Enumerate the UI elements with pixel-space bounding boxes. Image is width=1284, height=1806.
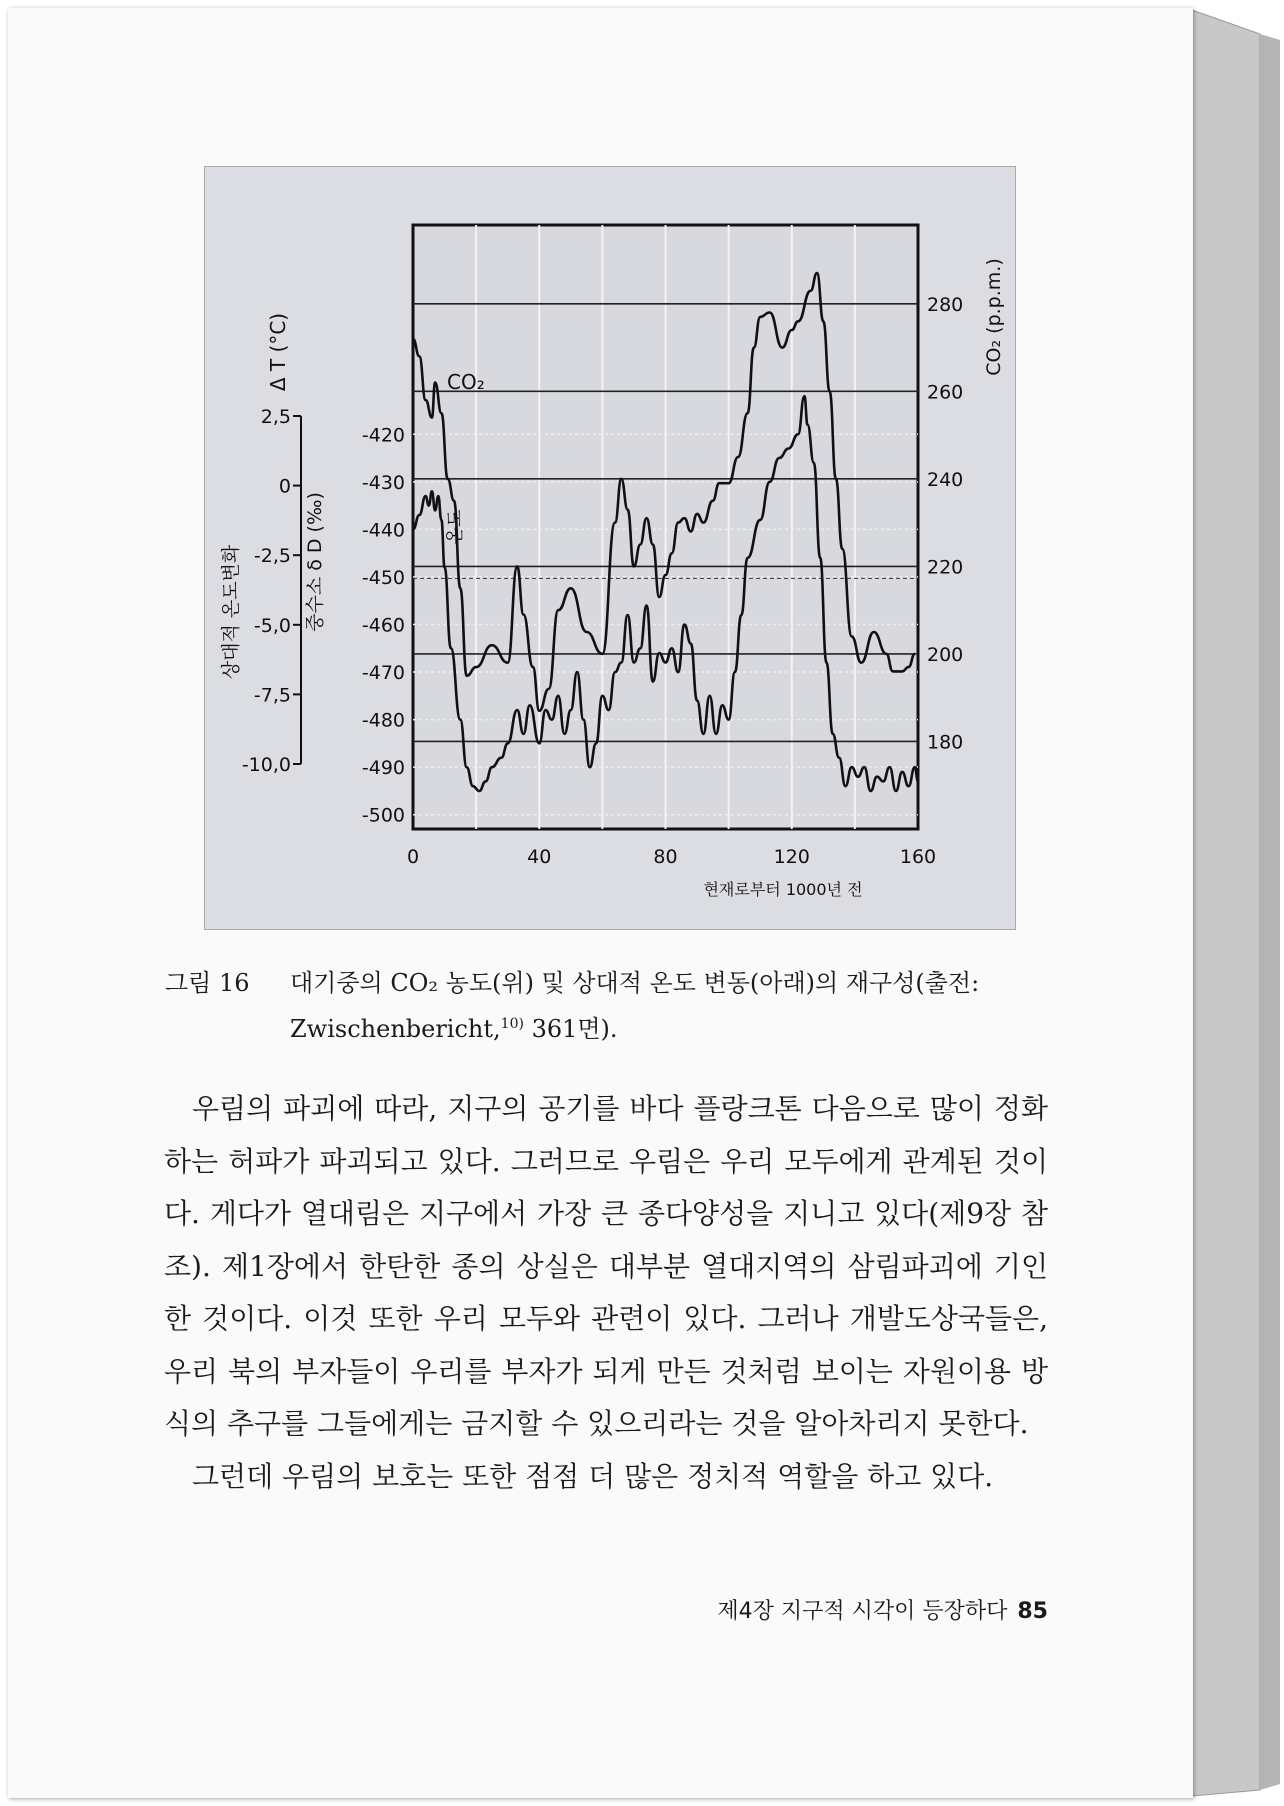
co2-series-annotation: CO₂ — [447, 370, 485, 394]
deuterium-tick-label: -460 — [361, 614, 405, 637]
deuterium-tick-label: -440 — [361, 519, 405, 542]
caption-source-title: Zwischenbericht, — [290, 1015, 501, 1043]
deuterium-tick-label: -490 — [361, 757, 405, 780]
body-text — [164, 1083, 1048, 1503]
deuterium-tick-label: -500 — [361, 804, 405, 827]
deuterium-axis-label: 중수소 δ D (‰) — [304, 492, 326, 632]
x-tick-label: 120 — [773, 846, 810, 868]
page-number: 85 — [1017, 1599, 1048, 1624]
x-tick-label: 80 — [653, 846, 678, 868]
co2-axis-label: CO₂ (p.p.m.) — [983, 258, 1005, 376]
co2-tick-label: 180 — [927, 731, 964, 754]
x-tick-label: 160 — [899, 846, 937, 868]
temperature-series-annotation: 온도 — [445, 509, 466, 545]
deuterium-tick-label: -450 — [361, 566, 405, 589]
running-title: 제4장 지구적 시각이 등장하다 — [717, 1599, 1008, 1624]
temperature-tick-label: -7,5 — [253, 684, 291, 707]
temperature-axis-label: 상대적 온도변화 — [220, 544, 242, 680]
temperature-unit-label: Δ T (°C) — [266, 312, 290, 392]
caption-source-page: 361면). — [523, 1015, 618, 1043]
co2-tick-label: 280 — [927, 293, 964, 316]
x-axis-label: 현재로부터 1000년 전 — [703, 880, 863, 899]
temperature-tick-label: 0 — [278, 475, 291, 498]
figure-caption-source — [290, 1009, 618, 1044]
temperature-tick-label: -2,5 — [253, 545, 291, 568]
figure — [204, 166, 1016, 930]
temperature-tick-label: -5,0 — [253, 614, 291, 637]
co2-temperature-chart — [205, 167, 1015, 929]
x-tick-label: 40 — [527, 846, 552, 868]
deuterium-tick-label: -430 — [361, 471, 405, 494]
co2-tick-label: 220 — [927, 556, 964, 579]
deuterium-tick-label: -420 — [361, 424, 405, 447]
co2-tick-label: 200 — [927, 643, 964, 666]
paragraph: 그런데 우림의 보호는 또한 점점 더 많은 정치적 역할을 하고 있다. — [192, 1459, 994, 1493]
co2-tick-label: 260 — [927, 381, 964, 404]
paragraph: 우림의 파괴에 따라, 지구의 공기를 바다 플랑크톤 다음으로 많이 정화하는 허파가 파괴되고 있다. 그러므로 우림은 우리 모두에게 관계된 것이다. 게다가 열대림은 지구에서 가장 큰 종다양성을 지니고 있다(제9장 참조). 제1장에서 한탄한 종의 상실은 대부분 열대지역의 삼림파괴에 기인한 것이다. 이것 또한 우리 모두와 관련이 있다. 그러나 개발도상국들은, 우리 북의 부자들이 우리를 부자가 되게 만든 것처럼 보이는 자원이용 방식의 추구를 그들에게는 금지할 수 있으리라는 것을 알아차리지 못한다. — [164, 1092, 1048, 1440]
x-tick-label: 0 — [406, 846, 420, 868]
temperature-tick-label: 2,5 — [260, 406, 291, 428]
deuterium-tick-label: -470 — [361, 662, 405, 685]
book-page-edge — [1190, 0, 1284, 1806]
deuterium-tick-label: -480 — [361, 709, 405, 732]
co2-tick-label: 240 — [927, 468, 964, 491]
book-page — [8, 8, 1193, 1798]
caption-footnote-ref: 10) — [500, 1016, 524, 1032]
figure-caption-text: 대기중의 CO₂ 농도(위) 및 상대적 온도 변동(아래)의 재구성(출전: — [290, 969, 980, 997]
temperature-tick-label: -10,0 — [241, 754, 291, 776]
figure-caption-label: 그림 16 — [165, 969, 250, 997]
running-footer — [684, 1594, 1048, 1625]
